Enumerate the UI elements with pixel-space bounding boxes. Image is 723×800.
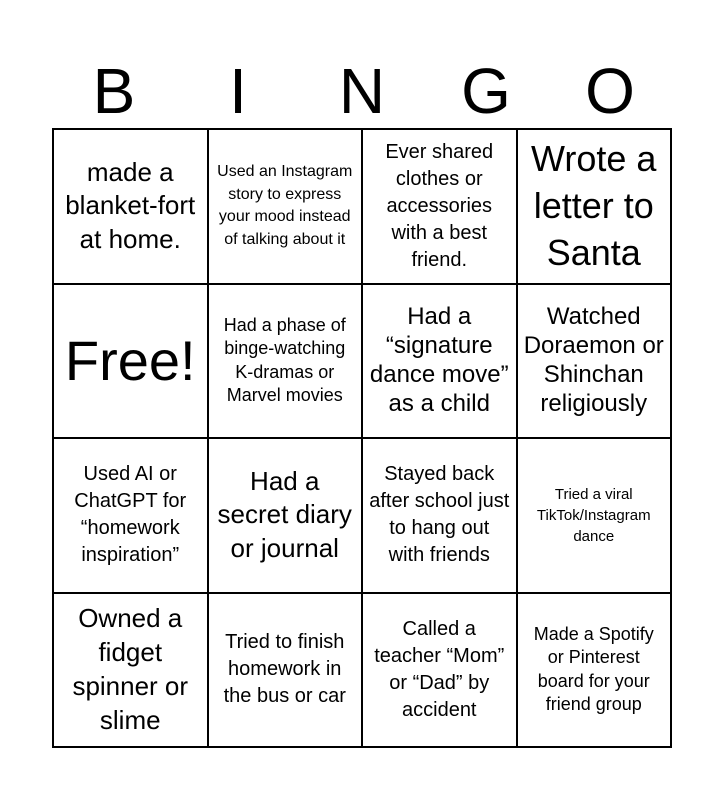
bingo-cell[interactable] [209, 285, 364, 440]
cell-text: Free! [64, 328, 196, 392]
cell-text: made a blanket-fort at home. [65, 156, 196, 255]
bingo-cell[interactable] [209, 594, 364, 749]
cell-text: Used AI or ChatGPT for “homework inspiration” [74, 463, 187, 567]
bingo-cell[interactable] [363, 285, 518, 440]
bingo-cell[interactable] [363, 439, 518, 594]
bingo-cell[interactable] [54, 130, 209, 285]
bingo-cell[interactable] [209, 439, 364, 594]
bingo-cell[interactable] [209, 130, 364, 285]
cell-text: Tried to finish homework in the bus or car [223, 631, 346, 708]
header-letter-n: N [338, 55, 386, 127]
cell-text: Made a Spotify or Pinterest board for your friend group [533, 623, 654, 715]
bingo-cell[interactable] [518, 594, 673, 749]
bingo-cell[interactable] [363, 594, 518, 749]
cell-text: Had a “signature dance move” as a child [369, 303, 509, 417]
bingo-board [52, 128, 672, 748]
free-space-cell[interactable] [54, 285, 209, 440]
cell-text: Owned a fidget spinner or slime [72, 603, 189, 735]
cell-text: Watched Doraemon or Shinchan religiously [523, 303, 664, 417]
cell-text: Had a phase of binge-watching K-dramas or Marvel movies [223, 314, 346, 406]
header-letter-b: B [92, 55, 136, 127]
bingo-cell[interactable] [54, 594, 209, 749]
bingo-header [52, 56, 672, 126]
header-letter-o: O [585, 55, 635, 127]
bingo-cell[interactable] [54, 439, 209, 594]
cell-text: Wrote a letter to Santa [531, 138, 657, 273]
cell-text: Tried a viral TikTok/Instagram dance [536, 485, 651, 545]
header-letter-i: I [229, 55, 247, 127]
cell-text: Ever shared clothes or accessories with a best friend. [385, 140, 494, 271]
cell-text: Had a secret diary or journal [217, 465, 352, 564]
bingo-cell[interactable] [363, 130, 518, 285]
header-letter-g: G [461, 55, 511, 127]
bingo-cell[interactable] [518, 285, 673, 440]
cell-text: Called a teacher “Mom” or “Dad” by accident [374, 617, 505, 721]
bingo-cell[interactable] [518, 439, 673, 594]
cell-text: Used an Instagram story to express your mood instead of talking about it [217, 163, 353, 248]
bingo-cell[interactable] [518, 130, 673, 285]
cell-text: Stayed back after school just to hang out with friends [369, 463, 510, 567]
